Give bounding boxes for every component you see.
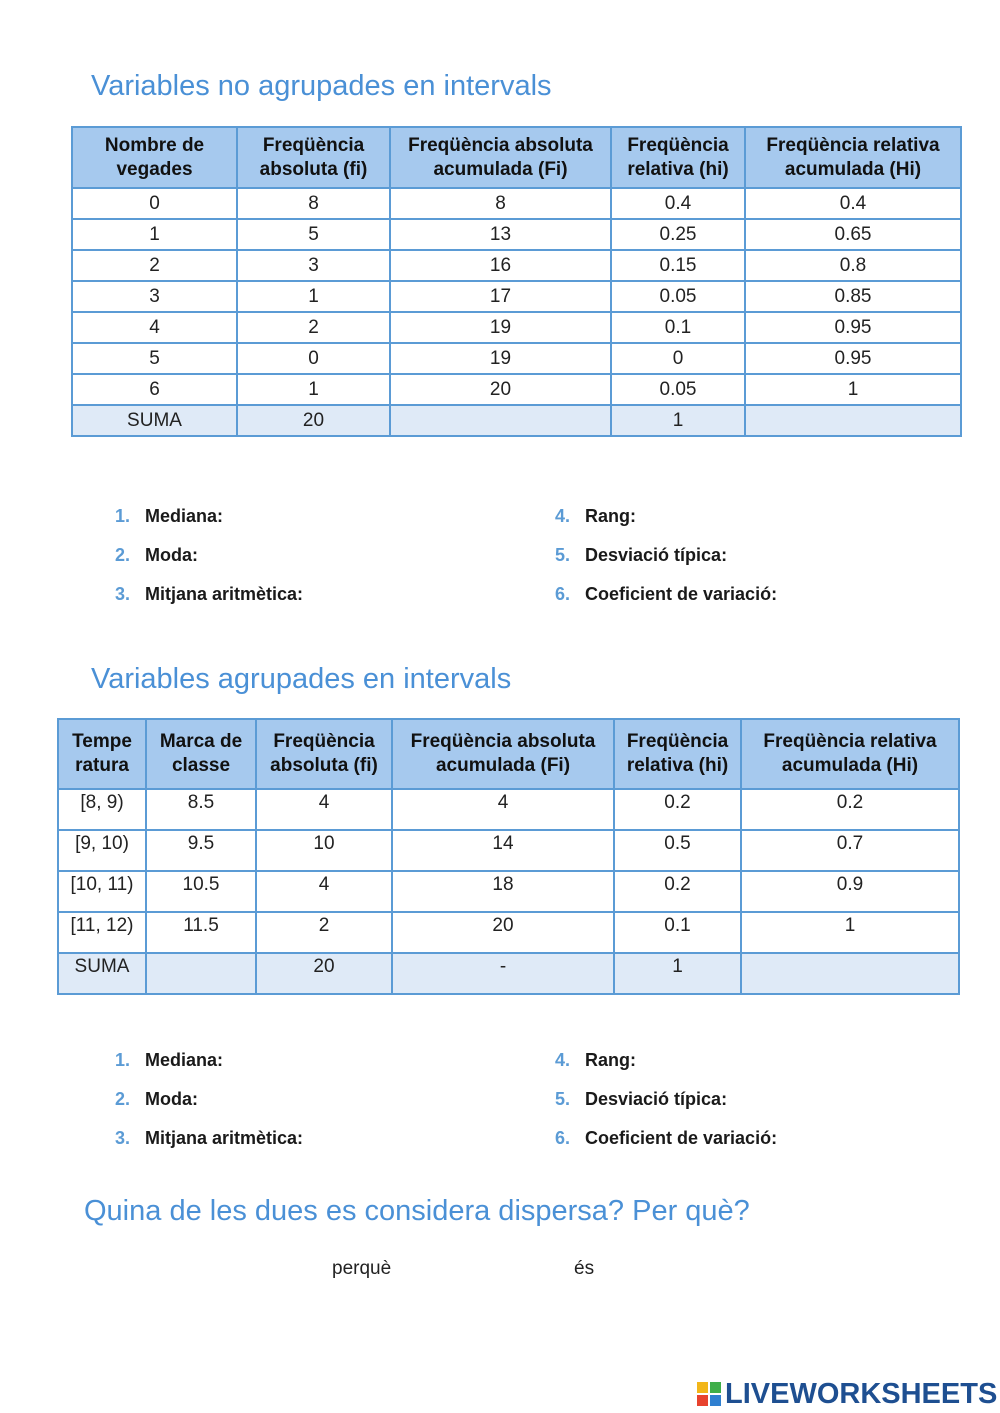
table-cell: 0.1 xyxy=(611,312,745,343)
table-row xyxy=(58,830,959,871)
table-cell: 6 xyxy=(72,374,237,405)
question-number: 1. xyxy=(115,506,131,526)
section2-questions xyxy=(115,1050,915,1150)
column-header: Freqüència relativa (hi) xyxy=(611,127,745,188)
table-cell: 11.5 xyxy=(146,912,256,953)
sum-cell: SUMA xyxy=(72,405,237,436)
table-cell: 0 xyxy=(237,343,390,374)
table-cell: 0.2 xyxy=(741,789,959,830)
table-cell: 0.9 xyxy=(741,871,959,912)
table-cell: 0.1 xyxy=(614,912,741,953)
question-item xyxy=(115,1050,223,1071)
column-header: Freqüència absoluta (fi) xyxy=(256,719,392,789)
column-header: Marca de classe xyxy=(146,719,256,789)
sum-cell: 20 xyxy=(256,953,392,994)
question-number: 3. xyxy=(115,1128,131,1148)
table-cell: 0.15 xyxy=(611,250,745,281)
table-cell: 8.5 xyxy=(146,789,256,830)
question-number: 5. xyxy=(555,545,571,565)
grouped-frequency-table xyxy=(57,718,960,995)
question-item xyxy=(555,1089,727,1110)
table-cell: 18 xyxy=(392,871,614,912)
sum-input-cell[interactable] xyxy=(146,953,256,994)
question-item xyxy=(115,1128,303,1149)
section1-title: Variables no agrupades en intervals xyxy=(91,70,552,102)
question-label: Rang: xyxy=(585,506,636,526)
table-row xyxy=(58,871,959,912)
table-cell: 5 xyxy=(237,219,390,250)
table-cell: 13 xyxy=(390,219,611,250)
question-number: 4. xyxy=(555,1050,571,1070)
question-label: Mitjana aritmètica: xyxy=(145,584,304,604)
question-label: Desviació típica: xyxy=(585,545,728,565)
table-cell: 1 xyxy=(237,374,390,405)
column-header: Freqüència absoluta acumulada (Fi) xyxy=(392,719,614,789)
table-cell: 19 xyxy=(390,343,611,374)
table-row xyxy=(72,219,961,250)
table-row xyxy=(58,789,959,830)
column-header: Tempe ratura xyxy=(58,719,146,789)
table-cell: 2 xyxy=(256,912,392,953)
table-cell: 0.95 xyxy=(745,312,961,343)
sum-input-cell[interactable] xyxy=(745,405,961,436)
table-cell: 0.4 xyxy=(745,188,961,219)
table-cell: 2 xyxy=(72,250,237,281)
table-cell: 3 xyxy=(72,281,237,312)
table-row xyxy=(72,312,961,343)
question-item xyxy=(115,584,303,605)
table-cell: 0.65 xyxy=(745,219,961,250)
table-cell: 16 xyxy=(390,250,611,281)
table-cell: 1 xyxy=(237,281,390,312)
table-cell: [8, 9) xyxy=(58,789,146,830)
table-header-row xyxy=(72,127,961,188)
table-cell: 0.95 xyxy=(745,343,961,374)
table-row xyxy=(72,250,961,281)
section2-title: Variables agrupades en intervals xyxy=(91,663,512,695)
question-label: Coeficient de variació: xyxy=(585,1128,778,1148)
question-item xyxy=(115,545,198,566)
question-label: Desviació típica: xyxy=(585,1089,728,1109)
question-label: Rang: xyxy=(585,1050,636,1070)
table-cell: 2 xyxy=(237,312,390,343)
table-cell: 5 xyxy=(72,343,237,374)
table-cell: 20 xyxy=(392,912,614,953)
table-cell: 0.85 xyxy=(745,281,961,312)
table-cell: 1 xyxy=(72,219,237,250)
sum-input-cell[interactable] xyxy=(741,953,959,994)
column-header: Freqüència absoluta acumulada (Fi) xyxy=(390,127,611,188)
sum-cell: 1 xyxy=(614,953,741,994)
table-cell: 0.7 xyxy=(741,830,959,871)
table-cell: 4 xyxy=(256,789,392,830)
table-cell: 17 xyxy=(390,281,611,312)
question-number: 6. xyxy=(555,1128,571,1148)
brand-name: LIVEWORKSHEETS xyxy=(725,1377,998,1410)
table-cell: 0.05 xyxy=(611,374,745,405)
table-cell: 9.5 xyxy=(146,830,256,871)
sum-cell: 1 xyxy=(611,405,745,436)
question-label: Mitjana aritmètica: xyxy=(145,1128,304,1148)
table-row xyxy=(72,374,961,405)
question-number: 4. xyxy=(555,506,571,526)
table-cell: 14 xyxy=(392,830,614,871)
column-header: Freqüència relativa acumulada (Hi) xyxy=(741,719,959,789)
table-cell: 4 xyxy=(256,871,392,912)
liveworksheets-logo xyxy=(697,1378,997,1410)
table-header-row xyxy=(58,719,959,789)
ungrouped-frequency-table xyxy=(71,126,962,437)
column-header: Freqüència relativa acumulada (Hi) xyxy=(745,127,961,188)
sum-input-cell[interactable] xyxy=(390,405,611,436)
table-cell: [11, 12) xyxy=(58,912,146,953)
table-cell: 0.2 xyxy=(614,789,741,830)
word-es: és xyxy=(574,1258,595,1279)
question-item xyxy=(555,1050,636,1071)
question-item xyxy=(555,506,636,527)
table-cell: 1 xyxy=(741,912,959,953)
word-perque: perquè xyxy=(332,1258,392,1279)
table-cell: 0.4 xyxy=(611,188,745,219)
sum-cell: SUMA xyxy=(58,953,146,994)
table-cell: 20 xyxy=(390,374,611,405)
column-header: Freqüència relativa (hi) xyxy=(614,719,741,789)
table-row xyxy=(72,281,961,312)
question-label: Coeficient de variació: xyxy=(585,584,778,604)
table-cell: 0 xyxy=(611,343,745,374)
table-cell: 0.05 xyxy=(611,281,745,312)
table-cell: 0.5 xyxy=(614,830,741,871)
table-cell: 8 xyxy=(390,188,611,219)
table-cell: 10 xyxy=(256,830,392,871)
column-header: Freqüència absoluta (fi) xyxy=(237,127,390,188)
table-row xyxy=(72,188,961,219)
table-cell: 8 xyxy=(237,188,390,219)
question-number: 5. xyxy=(555,1089,571,1109)
table-cell: [10, 11) xyxy=(58,871,146,912)
question-item xyxy=(115,506,223,527)
question-item xyxy=(555,1128,777,1149)
table-cell: 0.2 xyxy=(614,871,741,912)
sum-row xyxy=(58,953,959,994)
liveworksheets-icon xyxy=(697,1382,721,1406)
sum-cell: 20 xyxy=(237,405,390,436)
question-item xyxy=(115,1089,198,1110)
question-number: 2. xyxy=(115,1089,131,1109)
question-number: 3. xyxy=(115,584,131,604)
table-cell: 0.25 xyxy=(611,219,745,250)
table-cell: 0.8 xyxy=(745,250,961,281)
column-header: Nombre de vegades xyxy=(72,127,237,188)
question-item xyxy=(555,584,777,605)
section3-title: Quina de les dues es considera dispersa? Per què? xyxy=(84,1195,750,1227)
sum-row xyxy=(72,405,961,436)
question-label: Moda: xyxy=(145,545,198,565)
table-cell: 4 xyxy=(72,312,237,343)
sum-cell: - xyxy=(392,953,614,994)
section1-questions xyxy=(115,506,915,606)
question-number: 2. xyxy=(115,545,131,565)
table-cell: 4 xyxy=(392,789,614,830)
question-item xyxy=(555,545,727,566)
table-cell: [9, 10) xyxy=(58,830,146,871)
table-cell: 3 xyxy=(237,250,390,281)
question-number: 6. xyxy=(555,584,571,604)
question-label: Mediana: xyxy=(145,506,224,526)
table-cell: 10.5 xyxy=(146,871,256,912)
question-label: Mediana: xyxy=(145,1050,224,1070)
table-cell: 0 xyxy=(72,188,237,219)
table-row xyxy=(58,912,959,953)
table-cell: 19 xyxy=(390,312,611,343)
table-cell: 1 xyxy=(745,374,961,405)
table-row xyxy=(72,343,961,374)
question-label: Moda: xyxy=(145,1089,198,1109)
question-number: 1. xyxy=(115,1050,131,1070)
